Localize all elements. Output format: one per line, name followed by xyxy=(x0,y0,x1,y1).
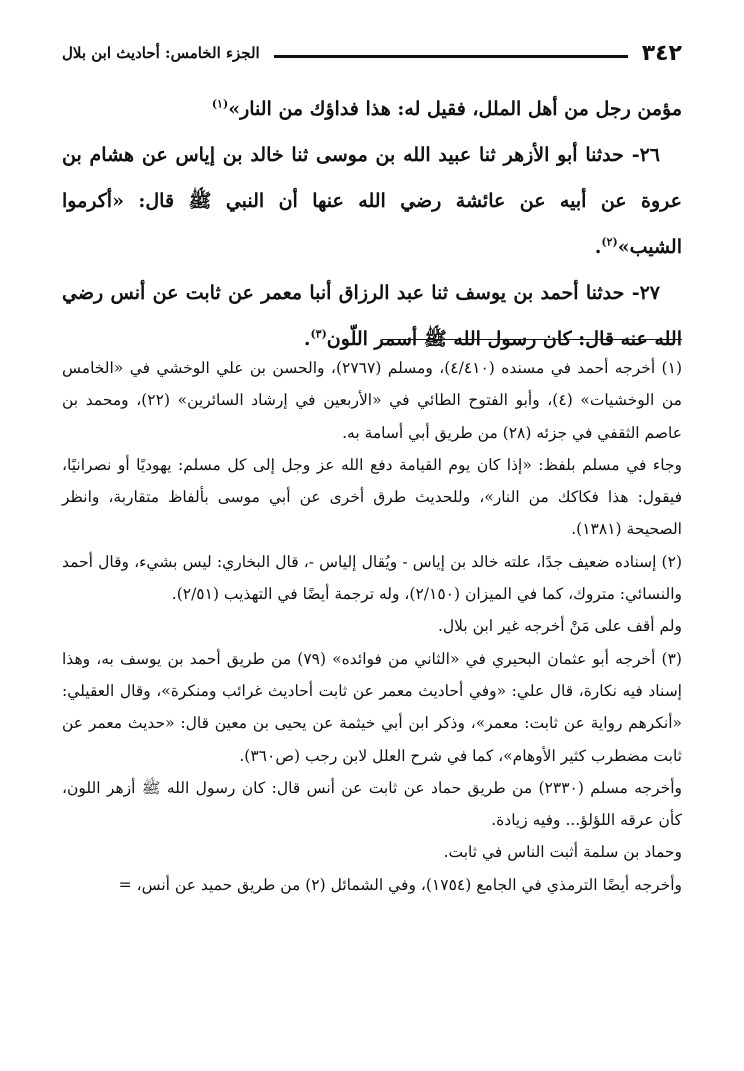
footnote-2-marker: (٢) xyxy=(661,552,682,571)
footnote-2-text: إسناده ضعيف جدًا، علته خالد بن إياس - ويُقال إلياس -، قال البخاري: ليس بشيء، وقال أحمد والنسائي: متروك، كما في الميزان (٢/١٥٠)، وله ترجمة أيضًا في التهذيب (٢/٥١). xyxy=(62,552,682,604)
continuation-text: مؤمن رجل من أهل الملل، فقيل له: هذا فداؤك من النار» xyxy=(228,98,682,120)
hadith-27-number: ٢٧- xyxy=(631,282,660,304)
running-title: الجزء الخامس: أحاديث ابن بلال xyxy=(62,44,260,62)
footnote-1-text: أخرجه أحمد في مسنده (٤/٤١٠)، ومسلم (٢٧٦٧)، والحسن بن علي الوخشي في «الخامس من الوخشيات» (٤)، وأبو الفتوح الطائي في «الأربعين في إرشاد السائرين» (٢٢)، ومحمد بن عاصم الثقفي في جزئه (٢٨) من طريق أبي أسامة به. xyxy=(62,359,682,442)
page-header xyxy=(62,38,682,68)
footnote-ref-3: (٣) xyxy=(310,327,327,341)
footnote-ref-2: (٢) xyxy=(601,235,618,249)
continuation-line xyxy=(62,86,682,132)
hadith-26 xyxy=(62,132,682,270)
hadith-26-text: حدثنا أبو الأزهر ثنا عبيد الله بن موسى ثنا خالد بن إياس عن هشام بن عروة عن أبيه عن عائشة رضي الله عنها أن النبي ﷺ قال: «أكرموا الشيب» xyxy=(62,144,682,258)
footnote-1 xyxy=(62,352,682,449)
footnotes xyxy=(62,352,682,901)
footnote-separator xyxy=(382,339,682,340)
footnote-1-marker: (١) xyxy=(661,359,682,377)
footnote-3-text: أخرجه أبو عثمان البحيري في «الثاني من فوائده» (٧٩) من طريق أحمد بن يوسف به، وهذا إسناد فيه نكارة، قال علي: «وفي أحاديث معمر عن ثابت أحاديث غرائب ومنكرة»، وقال العقيلي: «أنكرهم رواية عن ثابت: معمر»، وذكر ابن أبي خيثمة عن يحيى بن معين قال: «حديث معمر عن ثابت مضطرب كثير الأوهام»، كما في شرح العلل لابن رجب (ص٣٦٠). xyxy=(62,649,682,765)
hadith-27 xyxy=(62,270,682,362)
page-number: ٣٤٢ xyxy=(641,40,682,66)
hadith-27-text: حدثنا أحمد بن يوسف ثنا عبد الرزاق أنبا معمر عن ثابت عن أنس رضي الله عنه قال: كان رسول الله ﷺ أسمر اللّون xyxy=(62,282,682,350)
footnote-3 xyxy=(62,643,682,772)
header-rule xyxy=(274,55,628,58)
footnote-3-continued-a: وأخرجه مسلم (٢٣٣٠) من طريق حماد عن ثابت عن أنس قال: كان رسول الله ﷺ أزهر اللون، كأن عرقه اللؤلؤ... وفيه زيادة. xyxy=(62,778,683,830)
main-text xyxy=(62,86,682,362)
footnote-1-continued: وجاء في مسلم بلفظ: «إذا كان يوم القيامة دفع الله عز وجل إلى كل مسلم: يهوديًا أو نصرانيًا، فيقول: هذا فكاكك من النار»، وللحديث طرق أخرى عن أبي موسى بألفاظ متقاربة، وانظر الصحيحة (١٣٨١). xyxy=(62,455,682,539)
footnote-2-continued: ولم أقف على مَنْ أخرجه غير ابن بلال. xyxy=(437,617,682,636)
footnote-3-continued-c: وأخرجه أيضًا الترمذي في الجامع (١٧٥٤)، وفي الشمائل (٢) من طريق حميد عن أنس، = xyxy=(118,875,682,894)
footnote-2 xyxy=(62,546,682,611)
hadith-26-number: ٢٦- xyxy=(631,144,660,166)
footnote-3-marker: (٣) xyxy=(661,649,682,668)
hadith-27-end: . xyxy=(303,328,311,350)
footnote-3-continued-b: وحماد بن سلمة أثبت الناس في ثابت. xyxy=(443,843,682,862)
footnote-ref-1: (١) xyxy=(211,97,229,111)
hadith-26-end: . xyxy=(594,236,602,258)
